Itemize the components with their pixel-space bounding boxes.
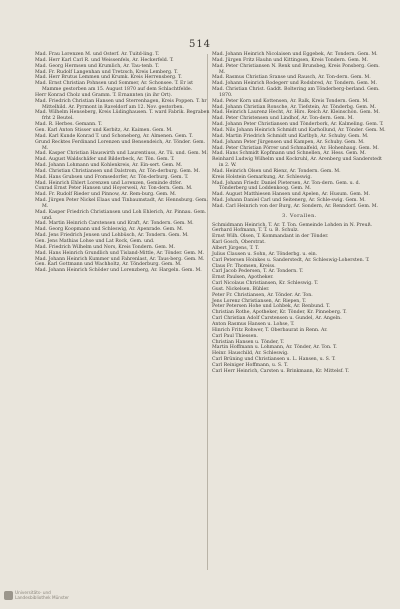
register-entry: Mad. Hans Heinrich Grundlich und Tisland-Mittle, Ar. Tönder. Gem. M. — [35, 250, 205, 256]
register-entry: Mad. Heinrich Laurenz Hecht, Ar. Hirs. Reich Ar. Kleinschön. Gem. M. — [212, 110, 380, 116]
left-column — [35, 52, 210, 274]
register-entry: Mad. Frau Lorenzen M. und Osterf. Ar. Tuitd-ling. T. — [35, 52, 160, 57]
library-logo-icon — [4, 591, 13, 600]
right-column — [212, 52, 387, 375]
register-entry: Mad. Peter Christian Pörrer und Schmalfeld, Ar. Hohenhaug. Gem. M. — [212, 145, 379, 151]
register-entry: Mad. Georg Koopmann und Schleswig, Ar. Apenrade. Gem. M. — [35, 227, 184, 233]
register-entry: Mad. Friedrich Wilhelm und Nors, Kreis Tondern. Gem. M. — [35, 244, 176, 250]
register-entry: Peter Petersen Hohe und Lohbek, Ar. Renbund. T. — [212, 304, 331, 310]
register-entry: Mad. Kasper Christian Hauswirth und Laurentiuss, Ar. Tü. und. Gem. M. — [35, 151, 208, 157]
register-entry: Christian Hansen u. Tönder, T. — [212, 339, 285, 345]
register-entry: Mad. Carl Heinrich von der Burg, Ar. Sondern, Ar. Renndorf. Gem. M. — [212, 203, 379, 209]
register-entry: Mad. Peter Korn und Kottensen, Ar. Ralk, Kreis Tondern. Gem. M. — [212, 98, 369, 104]
register-entry: Carl Petersen Hoinkes u. Sanderstedt, Ar. Schleswig-Lohersten. T. — [212, 257, 370, 263]
register-entry: Claus Fr. Thomsen, Kreiss. — [212, 263, 276, 269]
right-column-entries — [212, 52, 387, 210]
register-entry: Julius Clausen u. Sohn, Ar. Tönderbg. u. ein. — [212, 251, 318, 257]
register-entry: Ernst Wilh. Olsen, T. Kommandant in der Tönder. — [212, 234, 329, 240]
register-entry: Jens Lorenz Christiansen, Ar. Riepen, T. — [212, 298, 307, 304]
register-entry: Hinrich Fritz Rohwer, T. Oberbaurat in Renn. Ar. — [212, 327, 328, 333]
register-entry: Carl Herr Heinrich, Carsten u. Brinkmann, Kr. Mittelsf. T. — [212, 368, 350, 374]
register-entry: Mad. Rasmus Christian Sranse und Rausch, Ar. Ton-dern. Gem. M. — [212, 75, 371, 81]
register-entry: Carl Paul Thiessen. — [212, 333, 258, 339]
register-entry: Herr Konrad Cholz und Gramm. T. Ernannten (in ihr Ort). — [35, 92, 173, 98]
register-entry: Mad. Heinrich Olsen und Rienz, Ar. Tondern. Gem. M. — [212, 168, 341, 174]
page-number: 514 — [188, 39, 212, 50]
library-logo-line1: Universitäts- und — [15, 590, 51, 595]
library-logo-text — [15, 590, 69, 600]
register-entry: Conrad Ernst Peter Hansen und Hoyerweil, Ar. Ton-dern. Gem. M. — [35, 186, 193, 192]
register-entry: Carl Jacob Pedersen, T. Ar. Tondern. T. — [212, 269, 304, 275]
register-entry: Mad. Johann Heinrich Schöder und Lorenzberg, Ar. Hargeln. Gem. M. — [35, 268, 202, 274]
register-entry: Mad. Johann Heinrich Rodegerr und Rodsbred, Ar. Tondern. Gem. M. — [212, 81, 377, 87]
register-entry: Carl Reiniger Hoffmann, u. S. T. — [212, 362, 288, 368]
register-entry: Mad. Peter Christensen und Lindhof, Ar. Ton-dern. Gem. M. — [212, 116, 354, 122]
library-logo-line2: Landesbibliothek Münster — [15, 595, 70, 601]
register-entry: Mad. Georg Hermsen und Krumlich, Ar. Tau-tenb. T. — [35, 63, 160, 69]
register-entry: Mad. Jürgen Fritz Hauhn und Kittingsen, Kreis Tondern. Gem. M. — [212, 57, 369, 63]
register-entry: Mad. Fr. Rudolf Rieder und Pinnow, Ar. Rem-burg. Gem. M. — [35, 192, 177, 198]
register-entry: Heinr. Hauschild, Ar. Schleswig. — [212, 351, 289, 357]
library-logo — [4, 589, 92, 603]
register-entry: Mad. Johann Friedr. Daniel Pietersen, Ar. Ton-dern. Gem. u. d. Tönderberg und Loddenkoog. Gem. M. — [212, 180, 361, 192]
register-entry: Peter Fr. Christiansen, Ar. Tönder. Ar. Ton. — [212, 292, 313, 298]
register-entry: Mad. Christian Christ. Gaddt. Boltering am Tönderberg-berland. Gem. 1870. — [212, 87, 380, 98]
register-entry: Carl Brüning und Christiansen u. L. Hansen, u. S. T. — [212, 357, 336, 363]
section-heading: 3. Vorallen. — [282, 212, 317, 219]
register-entry: Gust. Nickelsen. Bühler. — [212, 286, 270, 292]
register-entry: Martin Hoffmann u. Lohmann, Ar. Tönder, Ar. Ton. T. — [212, 345, 337, 351]
register-entry: Mad. Hans Grubsen und Fromsedorfer, Ar. Tön-derburg. Gem. T. — [35, 174, 189, 180]
register-entry: Mad. Hans Schmidt Kopfmann und Schnellen, Ar. Hess. Gem. M. — [212, 151, 367, 157]
register-entry: Mad. Nils Johann Heinrich Schmidt und Karhollund, Ar. Tönder. Gem. M. — [212, 127, 386, 133]
register-entry: Karl Gosch, Oberstrat. — [212, 240, 266, 246]
register-entry: Christian Rothe, Apotheker, Kr. Tönder, Kr. Pinneberg. T. — [212, 310, 347, 316]
register-entry: Mad. Martin Heinrich Carstensen und Kraft, Ar. Tondern. Gem. M. — [35, 221, 194, 227]
register-entry: Gen. Karl Anton Stisser und Kerbitz, Ar. Kaimen. Gem. M. — [35, 127, 173, 133]
register-entry: Mad. Peter Christiansen N. Renk und Brunsbeg, Kreis Ponsberg. Gem. M. — [212, 63, 380, 75]
register-entry: Mad. Ernst Christian Pohnsen und Sommer, Ar. Schonsee. T. Er ist Mamme gestorben am 15. August 1870 auf dem Schlachtfelde. — [35, 81, 193, 93]
register-entry: Mad. Herr Karl Carl R. und Weissenfels, Ar. Heckerfeld. T. — [35, 57, 174, 63]
register-entry: Mad. Johann Lohmann und Kohlenkreis, Ar. Ein-sert. Gem. M. — [35, 163, 183, 169]
register-entry: Mad. Jens Friedrich Jensen und Lohbüsch, Ar. Tondern. Gem. M. — [35, 233, 189, 239]
register-entry: Mad. Johann Peter Christiansen und Tönderbork, Ar. Kalmeling. Gem. T. — [212, 122, 384, 128]
register-entry: Carl Christian Adolf Carstensen u. Gundel, Ar. Angeln. — [212, 316, 342, 322]
register-entry: Mad. Johann Peter Jürgensen und Kampen, Ar. Schuby. Gem. M. — [212, 139, 365, 145]
register-entry: Ernst Paulsen, Apotheker. — [212, 275, 274, 281]
register-entry: Gen. Jens Mathias Lohse und Lat Rock, Gem. und. — [35, 239, 155, 244]
register-entry: Grund Recktes Ferdinand Lorenzen und Bensendeich, Ar. Tönder. Gem. M. — [35, 139, 206, 151]
right-column-entries-after — [212, 223, 387, 375]
register-entry: Mad. Johann Heinrich Kummer und Fahrenlast, Ar. Taus-berg. Gem. M. — [35, 256, 205, 262]
register-entry: Gen. Karl Gottmann und Wachholtz, Ar. Tönderburg. Gem. M. — [35, 262, 182, 268]
register-entry: Albert Jürgens, T. T. — [212, 246, 259, 251]
register-entry: Mad. Fr. Rudolf Langenhan und Tretzsch, Kreis Lemberg. T. — [35, 69, 178, 75]
register-entry: Mad. Johann Christian Ronsche, Ar. Tiefstein, Ar. Tönderbg. Gem. M. — [212, 104, 377, 110]
register-entry: Mad. Herr Brutus Lemmen und Krumk. Kreis Herrensberg. T. — [35, 75, 182, 81]
register-entry: Mad. R. Herbes. Gemann. T. — [35, 122, 103, 128]
register-entry: Mad. August Waldschäfer und Bilderbeck, Ar. Tön. Gem. T. — [35, 157, 175, 163]
register-entry: Mad. Wilhelm Henseberg, Kreis Lüdinghausen. T. ward Fabrik. Begraben frht 2 Beutel. — [35, 110, 210, 122]
register-entry: Mad. Johann Heinrich Nicolaisen und Eggebek, Ar. Tondern. Gem. M. — [212, 52, 378, 57]
register-entry: Anton Rasmus Hansen u. Lohse, T. — [212, 321, 295, 327]
register-entry: Mad. Heinrich Ehlert Lorenzen und Lorenzen, Geminde dtfer. — [35, 180, 182, 186]
register-entry: Mad. Christian Christiansen und Dalstrom, Ar. Tön-derburg. Gem. M. — [35, 168, 200, 174]
register-entry: Reinhard Ludwig Wilhelm und Kockruhl, Ar. Arenberg und Sanderstedt in 2. W. — [212, 157, 382, 169]
register-entry: Mad. Karl Kunde Konrad T. und Schoneberg, Ar. Almenen. Gem. T. — [35, 133, 193, 139]
register-entry: Mad. August Matthiesen Hansen und Apelen, Ar. Husum. Gem. M. — [212, 192, 370, 198]
register-entry: Gerhard Hofmann, T. T. u. B. Schulz. — [212, 228, 299, 234]
register-entry: Mad. Martin Friedrich Schmidt und Karlbyb, Ar. Schuby. Gem. M. — [212, 133, 369, 139]
register-entry: Mad. Kasper Friedrich Christiansen und Loh Ehlerich, Ar. Pinnau. Gem. und. — [35, 209, 207, 221]
register-entry: Mad. Jürgen Peter Nickel Elaas und Tinbaumstadt, Ar. Hennsburg. Gem. M. — [35, 198, 208, 209]
register-entry: Mad. Johann Daniel Carl und Seitenerg, Ar. Schle-swig. Gem. M. — [212, 198, 366, 204]
register-entry: Kreis Holstein Gemarkung, Ar. Schleswig. — [212, 174, 312, 180]
register-entry: Schmidmann Heinrich, T. Ar. T. Ton. Gemeinde Lohden in N. Preuß. — [212, 222, 373, 228]
register-entry: Carl Nicolaus Christiansen, Kr. Schleswig. T. — [212, 281, 319, 287]
register-entry: Mad. Friedrich Christian Hansen und Sterrenhagen, Kreis Poppen. T. hr Mittelhild. Ar. Pyrmont in Raveldorf am 12. Nov. gestorben. — [35, 98, 207, 110]
